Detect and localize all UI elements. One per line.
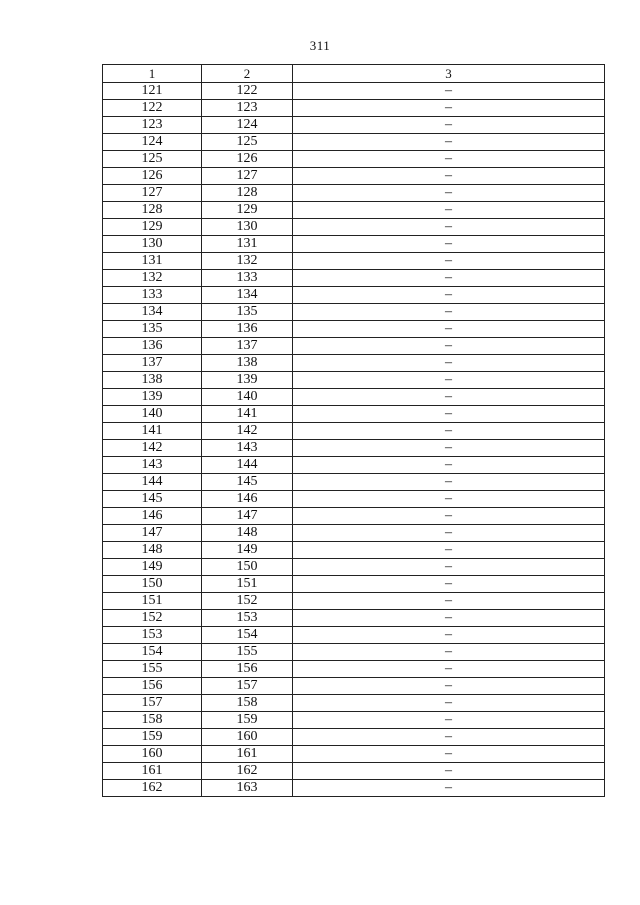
table-cell-col-2: 148 [202, 525, 293, 542]
table-row [103, 661, 605, 678]
table-cell-col-2: 161 [202, 746, 293, 763]
table-row [103, 202, 605, 219]
table-row [103, 423, 605, 440]
table-cell-col-1: 131 [103, 253, 202, 270]
table-cell-col-1: 157 [103, 695, 202, 712]
table-row [103, 780, 605, 797]
table-cell-col-3: – [293, 202, 605, 219]
table-cell-col-1: 156 [103, 678, 202, 695]
table-cell-col-2: 157 [202, 678, 293, 695]
table-row [103, 219, 605, 236]
table-row [103, 610, 605, 627]
table-cell-col-1: 147 [103, 525, 202, 542]
table-cell-col-2: 155 [202, 644, 293, 661]
table-row [103, 338, 605, 355]
table-cell-col-3: – [293, 474, 605, 491]
table-cell-col-1: 143 [103, 457, 202, 474]
table-cell-col-2: 131 [202, 236, 293, 253]
table-cell-col-2: 152 [202, 593, 293, 610]
table-cell-col-1: 142 [103, 440, 202, 457]
table-cell-col-2: 135 [202, 304, 293, 321]
table-row [103, 406, 605, 423]
table-row [103, 746, 605, 763]
table-cell-col-3: – [293, 576, 605, 593]
table-cell-col-1: 136 [103, 338, 202, 355]
table-cell-col-3: – [293, 440, 605, 457]
table-cell-col-3: – [293, 491, 605, 508]
table-cell-col-2: 145 [202, 474, 293, 491]
table-row [103, 185, 605, 202]
table-cell-col-3: – [293, 151, 605, 168]
table-cell-col-1: 155 [103, 661, 202, 678]
table-cell-col-1: 128 [103, 202, 202, 219]
table-cell-col-2: 153 [202, 610, 293, 627]
column-header-1: 1 [103, 65, 202, 83]
table-row [103, 695, 605, 712]
table-cell-col-2: 134 [202, 287, 293, 304]
table-row [103, 236, 605, 253]
column-header-3: 3 [293, 65, 605, 83]
table-cell-col-1: 161 [103, 763, 202, 780]
table-cell-col-1: 149 [103, 559, 202, 576]
table-cell-col-2: 156 [202, 661, 293, 678]
table-cell-col-2: 160 [202, 729, 293, 746]
table-cell-col-1: 132 [103, 270, 202, 287]
table-cell-col-2: 154 [202, 627, 293, 644]
table-cell-col-2: 124 [202, 117, 293, 134]
table-cell-col-2: 139 [202, 372, 293, 389]
table-row [103, 134, 605, 151]
table-row [103, 151, 605, 168]
table-cell-col-3: – [293, 168, 605, 185]
table-cell-col-3: – [293, 780, 605, 797]
table-cell-col-3: – [293, 219, 605, 236]
data-table [102, 64, 605, 797]
table-cell-col-1: 144 [103, 474, 202, 491]
table-cell-col-1: 162 [103, 780, 202, 797]
table-cell-col-2: 132 [202, 253, 293, 270]
table-cell-col-1: 158 [103, 712, 202, 729]
table-row [103, 168, 605, 185]
table-row [103, 117, 605, 134]
column-header-2: 2 [202, 65, 293, 83]
page-number: 311 [309, 38, 331, 53]
table-cell-col-3: – [293, 729, 605, 746]
table-row [103, 372, 605, 389]
table-cell-col-1: 146 [103, 508, 202, 525]
table-cell-col-2: 130 [202, 219, 293, 236]
table-row [103, 253, 605, 270]
table-row [103, 678, 605, 695]
table-row [103, 559, 605, 576]
table-cell-col-2: 140 [202, 389, 293, 406]
table-cell-col-1: 138 [103, 372, 202, 389]
table-row [103, 287, 605, 304]
table-cell-col-2: 137 [202, 338, 293, 355]
table-row [103, 627, 605, 644]
table-cell-col-2: 142 [202, 423, 293, 440]
table-row [103, 321, 605, 338]
table-cell-col-3: – [293, 542, 605, 559]
table-cell-col-1: 125 [103, 151, 202, 168]
table-cell-col-1: 123 [103, 117, 202, 134]
table-cell-col-1: 160 [103, 746, 202, 763]
table-cell-col-2: 150 [202, 559, 293, 576]
table-cell-col-3: – [293, 746, 605, 763]
table-row [103, 100, 605, 117]
table-row [103, 576, 605, 593]
table-cell-col-3: – [293, 712, 605, 729]
table-cell-col-3: – [293, 610, 605, 627]
table-cell-col-3: – [293, 185, 605, 202]
table-header [103, 65, 605, 83]
table-cell-col-3: – [293, 100, 605, 117]
table-row [103, 729, 605, 746]
table-cell-col-2: 143 [202, 440, 293, 457]
table-cell-col-3: – [293, 270, 605, 287]
table-cell-col-3: – [293, 236, 605, 253]
table-cell-col-3: – [293, 593, 605, 610]
table-cell-col-2: 122 [202, 83, 293, 100]
table-row [103, 525, 605, 542]
table-cell-col-3: – [293, 83, 605, 100]
table-cell-col-1: 133 [103, 287, 202, 304]
table-row [103, 83, 605, 100]
table-cell-col-2: 162 [202, 763, 293, 780]
table-body [103, 83, 605, 797]
table-cell-col-2: 163 [202, 780, 293, 797]
table-cell-col-2: 125 [202, 134, 293, 151]
table-cell-col-1: 140 [103, 406, 202, 423]
table-row [103, 508, 605, 525]
table-row [103, 355, 605, 372]
table-cell-col-2: 144 [202, 457, 293, 474]
table-cell-col-2: 133 [202, 270, 293, 287]
table-cell-col-1: 148 [103, 542, 202, 559]
table-cell-col-1: 121 [103, 83, 202, 100]
table-row [103, 491, 605, 508]
table-cell-col-1: 145 [103, 491, 202, 508]
table-cell-col-1: 152 [103, 610, 202, 627]
table-cell-col-2: 127 [202, 168, 293, 185]
table-row [103, 389, 605, 406]
table-cell-col-3: – [293, 321, 605, 338]
table-cell-col-3: – [293, 559, 605, 576]
table-cell-col-1: 130 [103, 236, 202, 253]
table-cell-col-1: 139 [103, 389, 202, 406]
table-cell-col-1: 134 [103, 304, 202, 321]
table-cell-col-3: – [293, 525, 605, 542]
table-cell-col-2: 129 [202, 202, 293, 219]
table-cell-col-3: – [293, 508, 605, 525]
table-cell-col-1: 159 [103, 729, 202, 746]
table-cell-col-1: 126 [103, 168, 202, 185]
table-cell-col-3: – [293, 134, 605, 151]
table-cell-col-2: 158 [202, 695, 293, 712]
table-cell-col-3: – [293, 695, 605, 712]
table-cell-col-1: 129 [103, 219, 202, 236]
table-cell-col-3: – [293, 661, 605, 678]
table-cell-col-3: – [293, 287, 605, 304]
table-cell-col-1: 127 [103, 185, 202, 202]
table-cell-col-1: 153 [103, 627, 202, 644]
table-cell-col-3: – [293, 763, 605, 780]
table-cell-col-2: 146 [202, 491, 293, 508]
table-cell-col-3: – [293, 338, 605, 355]
table-cell-col-1: 150 [103, 576, 202, 593]
table-row [103, 304, 605, 321]
table-cell-col-2: 159 [202, 712, 293, 729]
table-cell-col-1: 154 [103, 644, 202, 661]
table-row [103, 440, 605, 457]
table-cell-col-1: 124 [103, 134, 202, 151]
table-cell-col-3: – [293, 423, 605, 440]
table-cell-col-1: 135 [103, 321, 202, 338]
table-cell-col-3: – [293, 627, 605, 644]
table-cell-col-3: – [293, 389, 605, 406]
table-cell-col-3: – [293, 644, 605, 661]
table-cell-col-3: – [293, 304, 605, 321]
table-cell-col-3: – [293, 406, 605, 423]
table-row [103, 457, 605, 474]
table-cell-col-2: 126 [202, 151, 293, 168]
table-row [103, 270, 605, 287]
table-row [103, 474, 605, 491]
table-row [103, 712, 605, 729]
table-cell-col-2: 149 [202, 542, 293, 559]
table-cell-col-1: 122 [103, 100, 202, 117]
table-cell-col-2: 151 [202, 576, 293, 593]
table-cell-col-3: – [293, 372, 605, 389]
table-cell-col-3: – [293, 678, 605, 695]
table-row [103, 763, 605, 780]
table-cell-col-1: 137 [103, 355, 202, 372]
table-cell-col-2: 128 [202, 185, 293, 202]
table-cell-col-3: – [293, 457, 605, 474]
table-cell-col-1: 151 [103, 593, 202, 610]
table-cell-col-2: 141 [202, 406, 293, 423]
table-cell-col-2: 147 [202, 508, 293, 525]
table-row [103, 644, 605, 661]
table-cell-col-3: – [293, 253, 605, 270]
table-cell-col-3: – [293, 117, 605, 134]
table-cell-col-2: 136 [202, 321, 293, 338]
table-cell-col-3: – [293, 355, 605, 372]
table-cell-col-2: 123 [202, 100, 293, 117]
table-cell-col-2: 138 [202, 355, 293, 372]
header-row [103, 65, 605, 83]
table-row [103, 542, 605, 559]
table-row [103, 593, 605, 610]
table-cell-col-1: 141 [103, 423, 202, 440]
